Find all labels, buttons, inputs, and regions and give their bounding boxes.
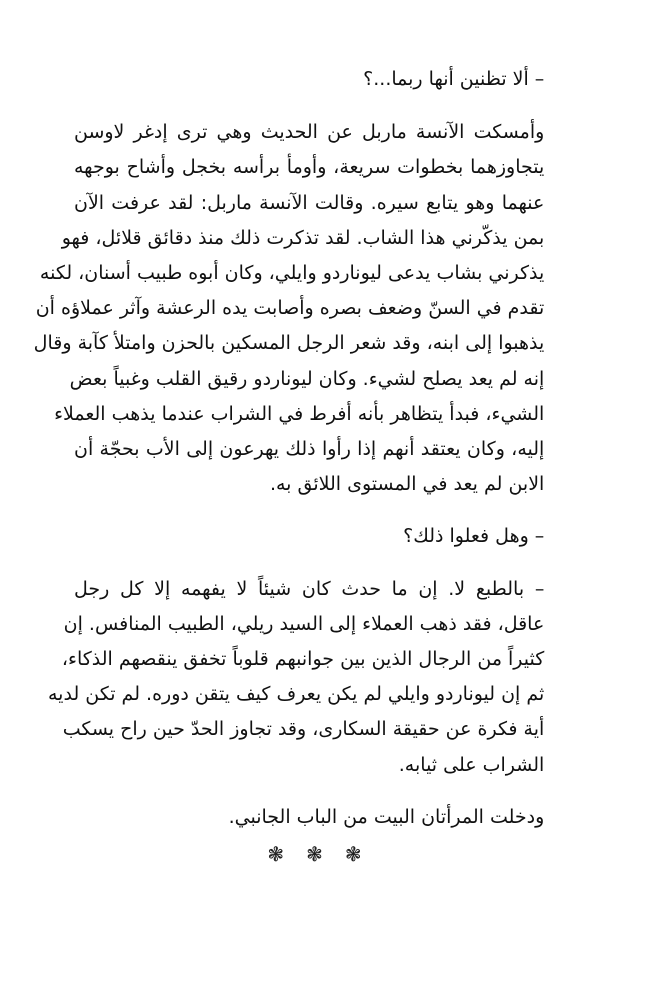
asterism-icon: ❃: [267, 842, 307, 866]
text-line: عنهما وهو يتابع سيره. وقالت الآنسة ماربل: لقد عرفت الآن: [74, 191, 545, 214]
text-line: يتجاوزهما بخطوات سريعة، وأومأ برأسه بخجل وأشاح بوجهه: [74, 156, 545, 179]
dialogue-paragraph-1: [74, 62, 569, 97]
dialogue-paragraph-2: [74, 519, 569, 554]
asterism-icon: ❃: [344, 842, 384, 866]
text-line: ثم إن ليوناردو وايلي لم يكن يعرف كيف يتقن دوره. لم تكن لديه: [48, 683, 545, 706]
section-separator: [0, 842, 651, 866]
text-line: – بالطبع لا. إن ما حدث كان شيئاً لا يفهمه إلا كل رجل: [74, 577, 545, 600]
text-line: ودخلت المرأتان البيت من الباب الجانبي.: [228, 805, 545, 828]
text-line: يذهبوا إلى ابنه، وقد شعر الرجل المسكين بالحزن وامتلأ كآبة وقال: [33, 332, 545, 355]
book-page: [33, 62, 569, 835]
dialogue-paragraph-3: [48, 572, 569, 783]
text-line: الشراب على ثيابه.: [398, 753, 545, 776]
narrative-paragraph-1: [33, 115, 569, 502]
asterism-icon: ❃: [306, 842, 345, 866]
text-line: إنه لم يعد يصلح لشيء. وكان ليوناردو رقيق القلب وغبياً بعض: [69, 367, 545, 390]
text-line: إليه، وكان يعتقد أنهم إذا رأوا ذلك يهرعون إلى الأب بحجّة أن: [74, 438, 545, 461]
text-line: تقدم في السنّ وضعف بصره وأصابت يده الرعشة وآثر عملاؤه أن: [35, 297, 545, 320]
text-line: يذكرني بشاب يدعى ليوناردو وايلي، وكان أبوه طبيب أسنان، لكنه: [39, 262, 545, 285]
text-line: أية فكرة عن حقيقة السكارى، وقد تجاوز الحدّ حين راح يسكب: [62, 718, 545, 741]
text-line: بمن يذكّرني هذا الشاب. لقد تذكرت ذلك منذ دقائق قلائل، فهو: [61, 226, 545, 249]
text-line: وأمسكت الآنسة ماربل عن الحديث وهي ترى إدغر لاوسن: [74, 121, 545, 144]
text-line: عاقل، فقد ذهب العملاء إلى السيد ريلي، الطبيب المنافس. إن: [63, 612, 545, 635]
text-line: الشيء، فبدأ يتظاهر بأنه أفرط في الشراب عندما يذهب العملاء: [54, 402, 545, 425]
text-line: – ألا تظنين أنها ربما...؟: [363, 68, 545, 90]
text-line: – وهل فعلوا ذلك؟: [403, 525, 545, 548]
narrative-paragraph-2: [74, 800, 569, 835]
text-line: الابن لم يعد في المستوى اللائق به.: [269, 473, 545, 496]
text-line: كثيراً من الرجال الذين بين جوانبهم قلوباً تخفق ينقصهم الذكاء،: [61, 648, 545, 671]
